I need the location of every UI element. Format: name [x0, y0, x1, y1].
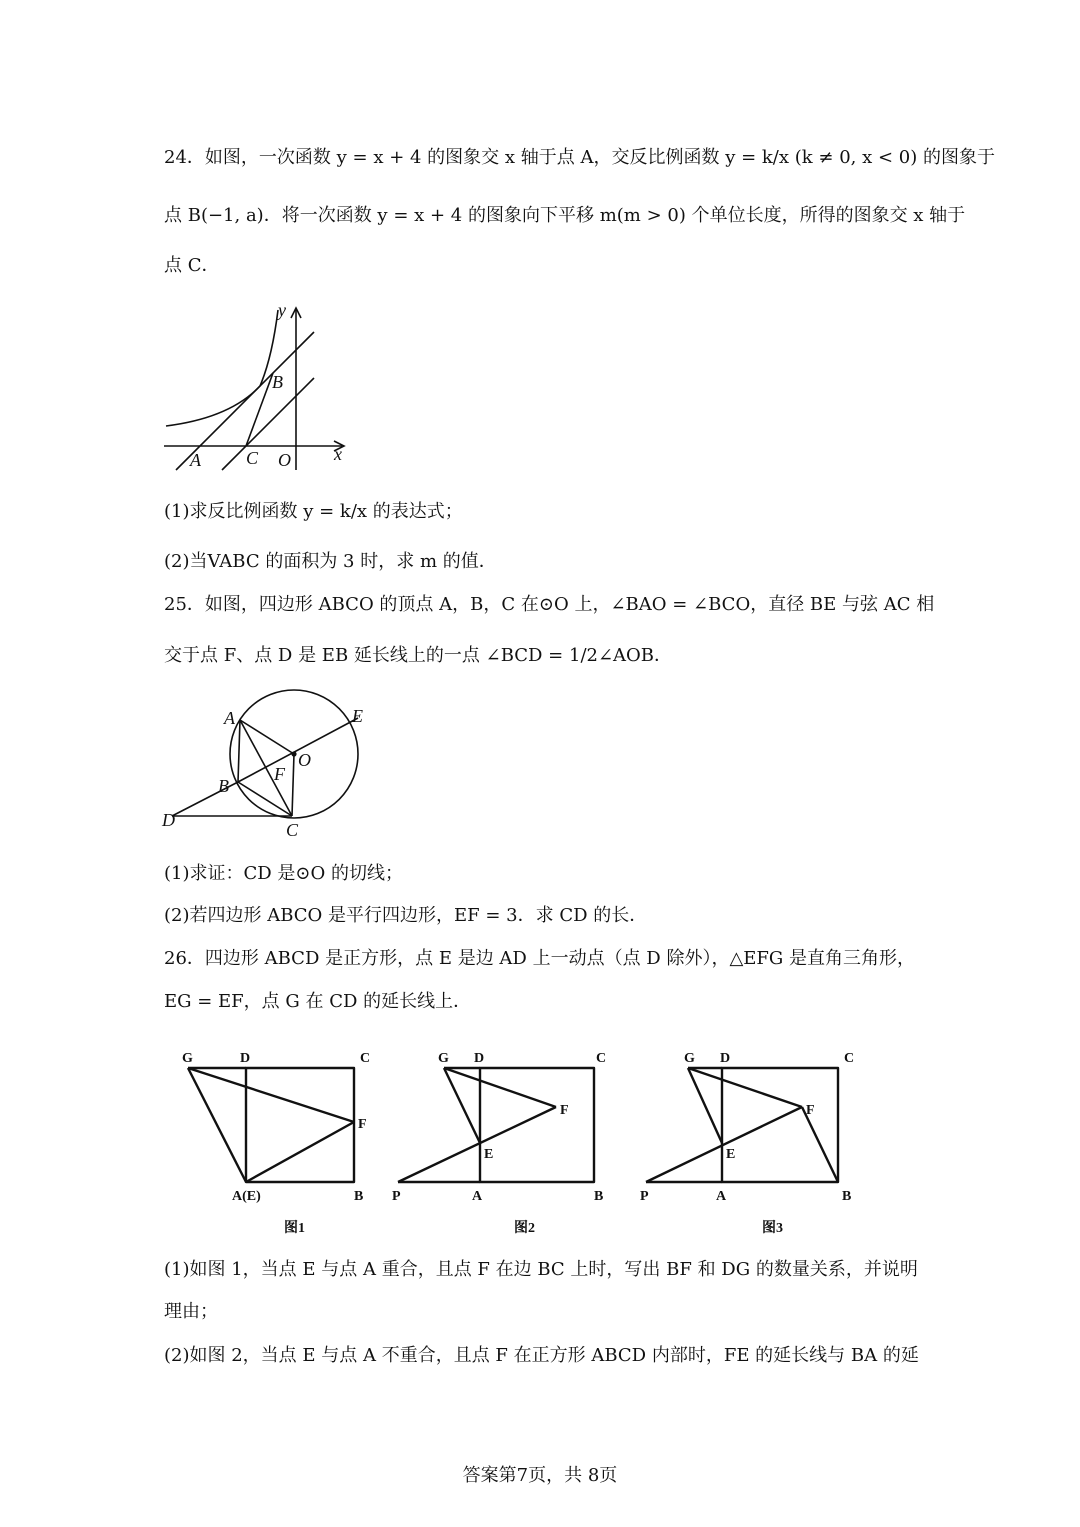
fig1-segment-gf [188, 1068, 354, 1122]
q25-label-b: B [218, 776, 229, 796]
q25-segment-oc [292, 754, 294, 816]
fig3-label-e: E [726, 1147, 736, 1162]
q24-sub1: (1)求反比例函数 y = k/x 的表达式； [164, 501, 463, 522]
q24-sub2: (2)当VABC 的面积为 3 时，求 m 的值． [164, 551, 497, 572]
q26-text-line1: 26．四边形 ABCD 是正方形，点 E 是边 AD 上一动点（点 D 除外），△EFG 是直角三角形， [164, 948, 916, 969]
q24-line-c [222, 378, 314, 470]
fig3-label-p: P [640, 1189, 649, 1204]
fig2-caption: 图2 [514, 1221, 535, 1236]
fig3-segment-fb [802, 1107, 838, 1182]
fig1-square [246, 1068, 354, 1182]
fig1-label-d: D [240, 1051, 251, 1066]
q25-sub1: (1)求证：CD 是⊙O 的切线； [164, 863, 403, 884]
q24-label-y: y [278, 300, 286, 320]
page-footer: 答案第7页，共 8页 [462, 1465, 618, 1486]
fig3-segment-pf [646, 1107, 802, 1182]
fig2-segment-pf [398, 1107, 556, 1182]
q25-label-c: C [286, 820, 299, 840]
q26-sub1-line1: (1)如图 1，当点 E 与点 A 重合，且点 F 在边 BC 上时，写出 BF 和 DG 的数量关系，并说明 [164, 1259, 918, 1280]
fig3-label-a: A [716, 1189, 727, 1204]
fig2-label-g: G [438, 1051, 449, 1066]
q24-text-line2: 点 B(−1, a)．将一次函数 y = x + 4 的图象向下平移 m(m > 0) 个单位长度，所得的图象交 x 轴于 [164, 205, 966, 226]
q25-label-o: O [298, 750, 311, 770]
fig1-caption: 图1 [284, 1221, 305, 1236]
fig3-segment-ge [688, 1068, 722, 1143]
fig2-label-f: F [560, 1103, 569, 1118]
q24-label-o: O [278, 450, 291, 470]
fig2-label-c: C [596, 1051, 607, 1066]
q25-label-d: D [162, 810, 175, 830]
q24-hyperbola [166, 310, 278, 426]
fig3-label-b: B [842, 1189, 852, 1204]
q26-figure-2 [390, 1044, 620, 1240]
fig1-segment-ef [246, 1122, 354, 1182]
q24-label-c: C [246, 448, 259, 468]
q26-text-line2: EG = EF，点 G 在 CD 的延长线上． [164, 991, 472, 1012]
q25-text-line1: 25．如图，四边形 ABCO 的顶点 A，B，C 在⊙O 上，∠BAO = ∠BCO，直径 BE 与弦 AC 相 [164, 594, 935, 615]
fig1-label-c: C [360, 1051, 371, 1066]
q25-figure [158, 688, 378, 846]
fig1-label-f: F [358, 1117, 367, 1132]
q25-segment-ao [240, 720, 294, 754]
fig2-label-a: A [472, 1189, 483, 1204]
fig2-label-p: P [392, 1189, 401, 1204]
fig2-square [480, 1068, 594, 1182]
fig3-label-c: C [844, 1051, 855, 1066]
fig2-label-e: E [484, 1147, 494, 1162]
q24-text-line3: 点 C． [164, 255, 220, 276]
q25-segment-ab [238, 720, 240, 782]
q24-label-a: A [190, 450, 201, 470]
q26-figure-1 [176, 1044, 372, 1240]
fig2-label-b: B [594, 1189, 604, 1204]
q25-center-dot [291, 751, 296, 756]
q25-label-a: A [224, 708, 235, 728]
q25-label-e: E [352, 706, 363, 726]
q24-figure [160, 298, 360, 478]
q24-text-line1: 24．如图，一次函数 y = x + 4 的图象交 x 轴于点 A，交反比例函数 y = k/x (k ≠ 0, x < 0) 的图象于 [164, 147, 995, 168]
q25-sub2: (2)若四边形 ABCO 是平行四边形，EF = 3．求 CD 的长． [164, 905, 648, 926]
fig1-label-g: G [182, 1051, 193, 1066]
q25-label-f: F [274, 764, 285, 784]
q24-segment-bc [246, 373, 273, 446]
fig3-label-d: D [720, 1051, 731, 1066]
fig1-label-b: B [354, 1189, 364, 1204]
q26-sub2-line1: (2)如图 2，当点 E 与点 A 不重合，且点 F 在正方形 ABCD 内部时，FE 的延长线与 BA 的延 [164, 1345, 919, 1366]
fig3-caption: 图3 [762, 1221, 783, 1236]
fig3-label-f: F [806, 1103, 815, 1118]
q24-label-b: B [272, 372, 283, 392]
fig2-label-d: D [474, 1051, 485, 1066]
q24-label-x: x [334, 444, 342, 464]
q25-text-line2: 交于点 F、点 D 是 EB 延长线上的一点 ∠BCD = 1/2∠AOB． [164, 645, 673, 666]
fig3-label-g: G [684, 1051, 695, 1066]
fig1-label-ae: A(E) [232, 1189, 261, 1204]
fig3-segment-gf [688, 1068, 802, 1107]
q26-sub1-line2: 理由； [164, 1301, 218, 1322]
q26-figure-3 [638, 1044, 868, 1240]
